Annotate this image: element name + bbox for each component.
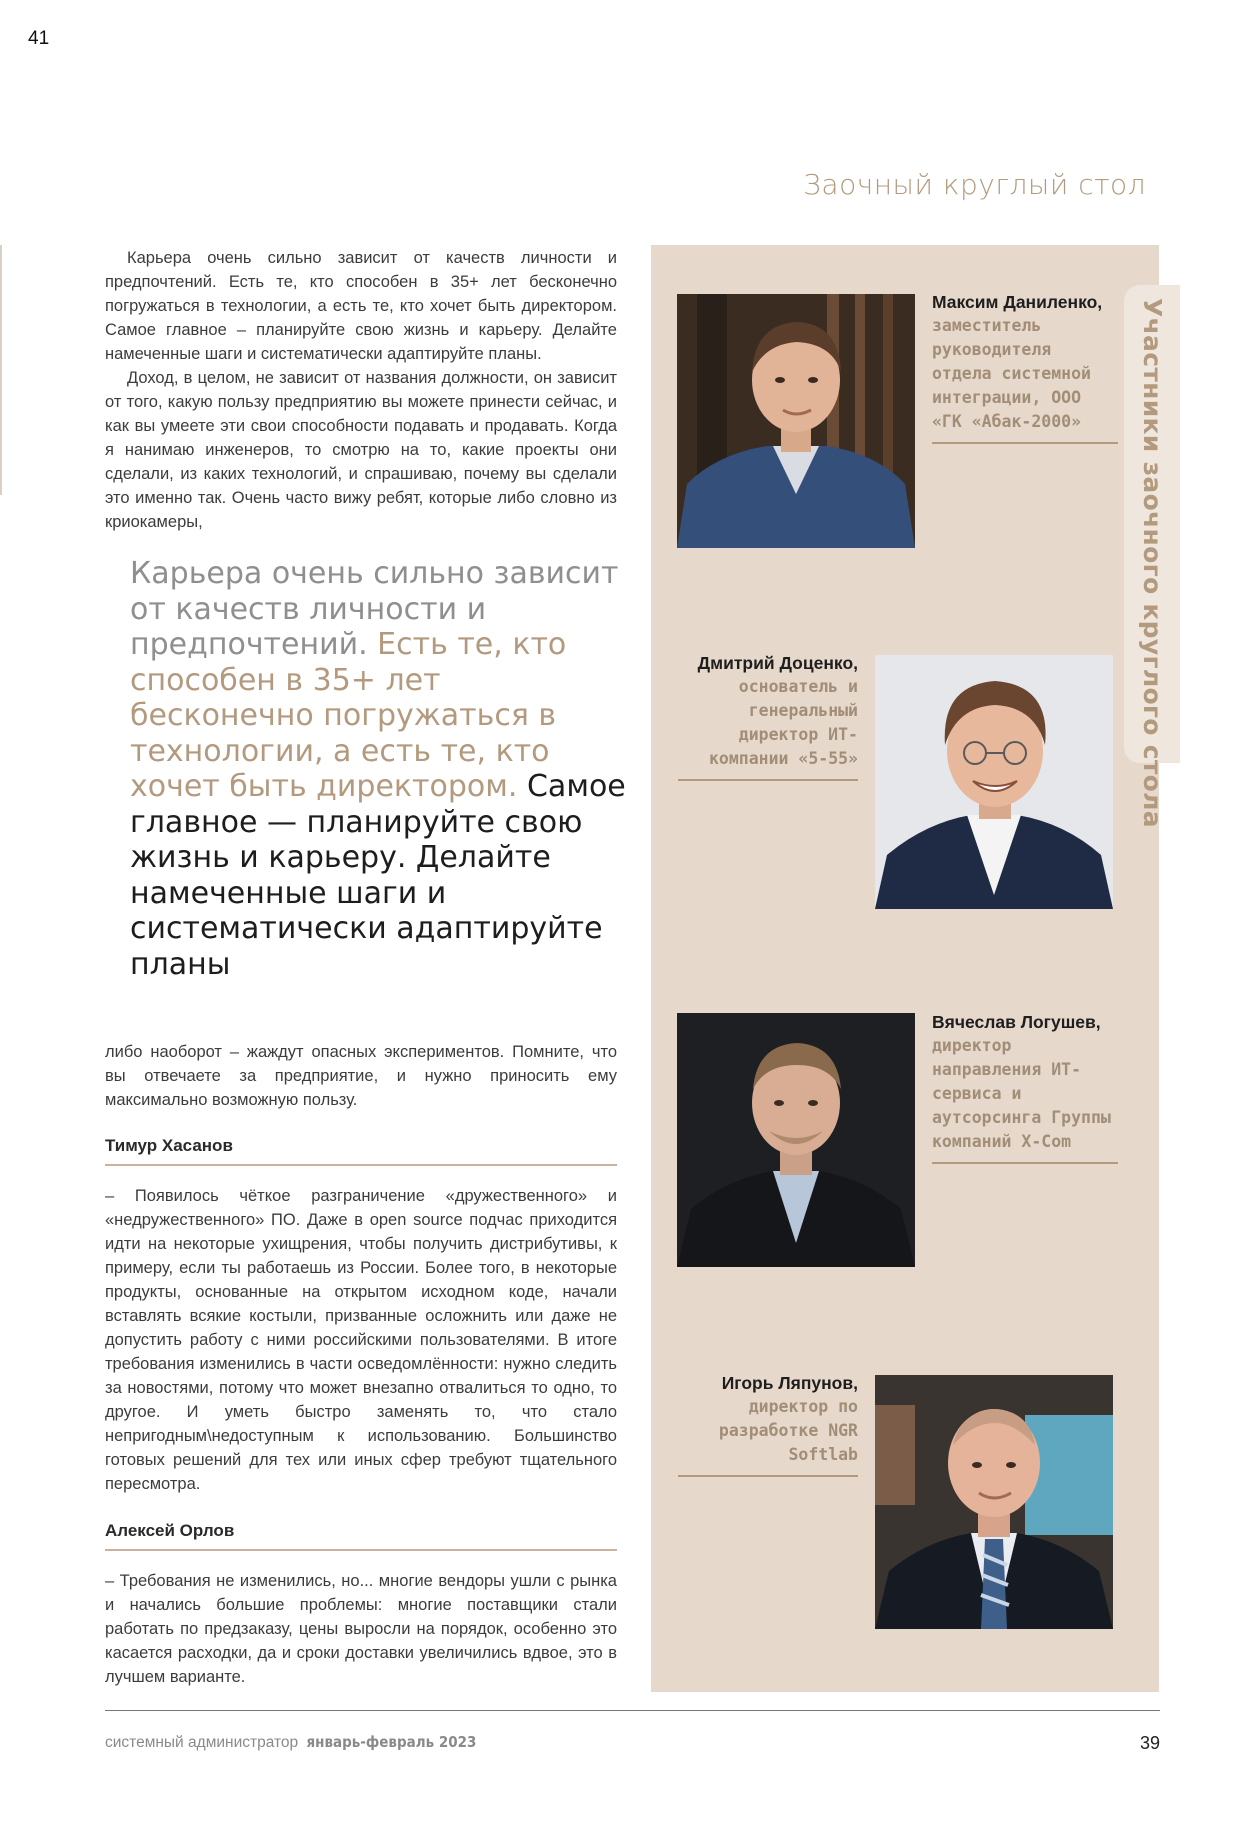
participant-name: Игорь Ляпунов, [721,1373,858,1393]
footer-rule [105,1710,1160,1711]
caption-rule [678,779,858,781]
portrait-photo-dotsenko [875,655,1113,909]
participant-caption-logushev [932,1010,1118,1164]
section-title: Заочный круглый стол [803,168,1146,201]
participant-name: Дмитрий Доценко, [697,653,858,673]
footer-magazine [105,1733,476,1752]
portrait-photo-danilenko [677,294,915,548]
speaker-block-orlov [105,1521,617,1689]
pull-quote-part-2: Есть те, кто способен в 35+ лет бесконечно погружаться в технологии, а есть те, кто хочет быть директором. [130,627,567,804]
speaker-block-khasanov [105,1136,617,1496]
participant-role: основатель и генеральный директор ИТ-компании «5-55» [708,677,858,768]
pull-quote [130,556,630,982]
participant-name: Вячеслав Логушев, [932,1012,1101,1032]
continuation-paragraph: либо наоборот – жаждут опасных экспериментов. Помните, что вы отвечаете за предприятие, и нужно приносить ему максимально возможную пользу. [105,1043,617,1109]
portrait-photo-lyapunov [875,1375,1113,1629]
caption-rule [932,442,1118,444]
speaker-name: Тимур Хасанов [105,1136,617,1166]
speaker-name: Алексей Орлов [105,1521,617,1551]
issue-date: январь-февраль 2023 [306,1733,477,1751]
pull-quote-part-3: Самое главное — планируйте свою жизнь и карьеру. Делайте намеченные шаги и систематически адаптируйте планы [130,769,626,982]
page-number: 39 [1139,1733,1160,1753]
pull-quote-part-1: Карьера очень сильно зависит от качеств личности и предпочтений. [130,556,619,662]
participant-caption-danilenko [932,290,1118,444]
participant-name: Максим Даниленко, [932,292,1103,312]
participant-role: заместитель руководителя отдела системной интеграции, ООО «ГК «Абак-2000» [932,316,1091,431]
caption-rule [932,1162,1118,1164]
participant-role: директор по разработке NGR Softlab [718,1397,858,1464]
participant-caption-dotsenko [678,651,858,781]
caption-rule [678,1475,858,1477]
margin-rule [0,245,2,495]
intro-text [105,246,617,534]
speaker-answer: – Появилось чёткое разграничение «дружественного» и «недружественного» ПО. Даже в open source подчас приходится идти на некоторые ухищрения, чтобы получить дистрибутивы, к примеру, если ты работаешь из России. Более того, в некоторые продукты, основанные на открытом исходном коде, начали вставлять всякие костыли, призванные осложнить или даже не допустить работу с ними российскими пользователями. В итоге требования изменились в части осведомлённости: нужно следить за новостями, потому что может внезапно отвалиться то одно, то другое. И уметь быстро заменять то, что стало непригодным\недоступным к использованию. Большинство готовых решений для тех или иных сфер требуют тщательного пересмотра. [105,1187,617,1493]
intro-paragraph-1: Карьера очень сильно зависит от качеств личности и предпочтений. Есть те, кто способен в 35+ лет бесконечно погружаться в технологии, а есть те, кто хочет быть директором. Самое главное – планируйте свою жизнь и карьеру. Делайте намеченные шаги и систематически адаптируйте планы. [105,249,617,363]
continuation-text [105,1040,617,1112]
intro-paragraph-2: Доход, в целом, не зависит от названия должности, он зависит от того, какую пользу предприятию вы можете принести сейчас, и как вы умеете эти свои способности подавать и продавать. Когда я нанимаю инженеров, то смотрю на то, какие проекты они сделали, из каких технологий, и спрашиваю, почему вы сделали это именно так. Очень часто вижу ребят, которые либо словно из криокамеры, [105,369,617,531]
participant-role: директор направления ИТ-сервиса и аутсорсинга Группы компаний X-Com [932,1036,1111,1151]
portrait-photo-logushev [677,1013,915,1267]
participant-caption-lyapunov [678,1371,858,1477]
speaker-answer: – Требования не изменились, но... многие вендоры ушли с рынка и начались большие проблемы: многие поставщики стали работать по предзаказу, цены выросли на порядок, особенно это касается расходки, да и сроки доставки увеличились вдвое, это в лучшем варианте. [105,1572,617,1686]
magazine-name: системный администратор [105,1734,299,1751]
pdf-page-number: 41 [28,28,50,49]
